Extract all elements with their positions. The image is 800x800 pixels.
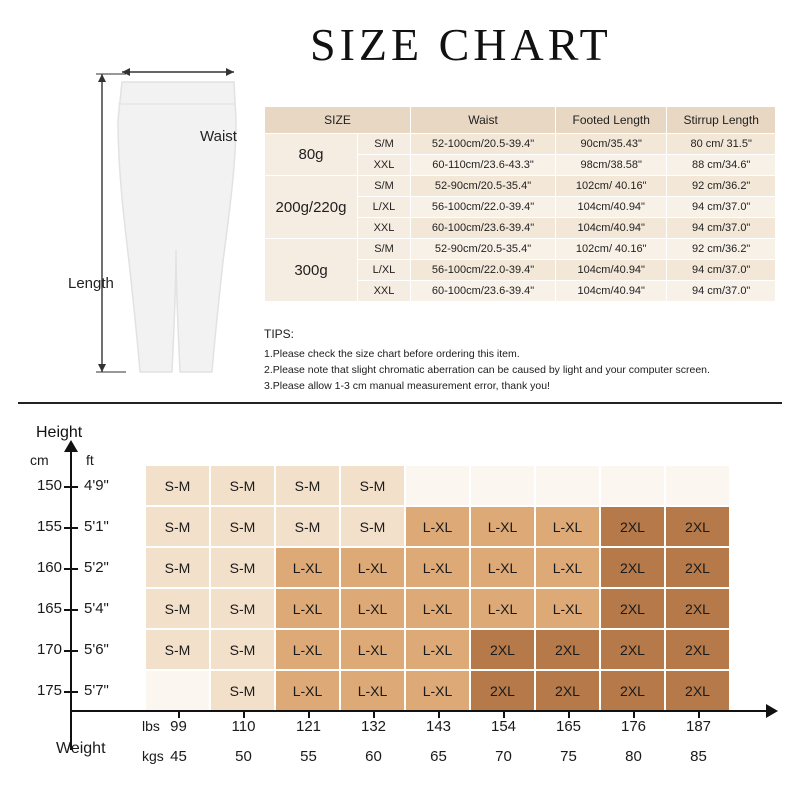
- x-tick-label-lbs: 165: [555, 718, 582, 735]
- x-tick-label-kgs: 80: [625, 748, 642, 765]
- heatmap-cell-l-xl: L-XL: [276, 589, 339, 628]
- heatmap-cell-empty: [406, 466, 469, 505]
- heatmap-cell-s-m: S-M: [211, 466, 274, 505]
- heatmap-cell-empty: [666, 466, 729, 505]
- size-table: [264, 106, 776, 302]
- heatmap-cell-2xl: 2XL: [471, 671, 534, 710]
- y-tick-label-ft: 4'9": [84, 476, 109, 494]
- heatmap-cell-l-xl: L-XL: [276, 548, 339, 587]
- footed-value: 102cm/ 40.16": [556, 176, 667, 197]
- table-header-row: [265, 107, 776, 134]
- heatmap-cell-s-m: S-M: [341, 507, 404, 546]
- x-tick-label-lbs: 143: [425, 718, 452, 735]
- y-axis-tick: [64, 486, 78, 488]
- ft-unit-label: ft: [86, 452, 94, 468]
- heatmap-cell-2xl: 2XL: [601, 589, 664, 628]
- footed-value: 104cm/40.94": [556, 260, 667, 281]
- y-axis-tick: [64, 568, 78, 570]
- footed-value: 104cm/40.94": [556, 197, 667, 218]
- waist-value: 56-100cm/22.0-39.4": [411, 197, 556, 218]
- section-divider: [18, 402, 782, 404]
- col-stirrup-length: Stirrup Length: [667, 107, 776, 134]
- heatmap-cell-empty: [471, 466, 534, 505]
- stirrup-value: 88 cm/34.6": [667, 155, 776, 176]
- y-axis-line: [70, 450, 72, 750]
- tips-block: [264, 325, 784, 394]
- table-row: [265, 134, 776, 155]
- heatmap-cell-2xl: 2XL: [666, 630, 729, 669]
- heatmap-cell-empty: [601, 466, 664, 505]
- heatmap-cell-l-xl: L-XL: [276, 630, 339, 669]
- heatmap-cell-s-m: S-M: [341, 466, 404, 505]
- heatmap-cell-2xl: 2XL: [601, 671, 664, 710]
- heatmap-cell-s-m: S-M: [211, 507, 274, 546]
- size-table-header: [265, 107, 776, 134]
- y-axis-tick: [64, 527, 78, 529]
- heatmap-cell-s-m: S-M: [146, 630, 209, 669]
- table-row: [265, 239, 776, 260]
- y-tick-label-cm: 155: [36, 517, 62, 535]
- x-tick-label-kgs: 45: [170, 748, 187, 765]
- heatmap-cell-s-m: S-M: [276, 507, 339, 546]
- stirrup-value: 94 cm/37.0": [667, 260, 776, 281]
- tips-line-2: 2.Please note that slight chromatic aberration can be caused by light and your computer screen.: [264, 363, 710, 376]
- waist-value: 60-110cm/23.6-43.3": [411, 155, 556, 176]
- x-tick-label-kgs: 60: [365, 748, 382, 765]
- heatmap-cell-s-m: S-M: [211, 671, 274, 710]
- x-axis-arrow: [766, 704, 778, 718]
- heatmap-cell-s-m: S-M: [146, 548, 209, 587]
- x-axis-line: [70, 710, 770, 712]
- x-tick-label-lbs: 154: [490, 718, 517, 735]
- waist-value: 60-100cm/23.6-39.4": [411, 281, 556, 302]
- stirrup-value: 94 cm/37.0": [667, 218, 776, 239]
- stirrup-value: 92 cm/36.2": [667, 239, 776, 260]
- x-tick-label-lbs: 110: [231, 718, 256, 735]
- heatmap-cell-empty: [536, 466, 599, 505]
- heatmap-cell-2xl: 2XL: [536, 671, 599, 710]
- x-tick-label-kgs: 50: [235, 748, 252, 765]
- heatmap-cell-l-xl: L-XL: [536, 507, 599, 546]
- y-tick-label-ft: 5'6": [84, 640, 109, 658]
- height-axis-title: Height: [36, 424, 83, 441]
- heatmap-cell-s-m: S-M: [276, 466, 339, 505]
- group-label-80g: 80g: [265, 134, 358, 176]
- heatmap-cell-l-xl: L-XL: [406, 548, 469, 587]
- size-label: XXL: [358, 281, 411, 302]
- waist-label: Waist: [200, 128, 237, 145]
- heatmap-cell-2xl: 2XL: [666, 507, 729, 546]
- size-label: S/M: [358, 134, 411, 155]
- x-tick-label-lbs: 99: [170, 718, 187, 735]
- y-axis-tick: [64, 609, 78, 611]
- col-footed-length: Footed Length: [556, 107, 667, 134]
- x-tick-label-kgs: 70: [495, 748, 512, 765]
- size-label: S/M: [358, 176, 411, 197]
- heatmap-cell-l-xl: L-XL: [406, 630, 469, 669]
- x-tick-label-kgs: 65: [430, 748, 447, 765]
- heatmap-cell-l-xl: L-XL: [276, 671, 339, 710]
- size-label: XXL: [358, 218, 411, 239]
- kgs-unit-label: kgs: [142, 748, 164, 764]
- size-table-body: [265, 134, 776, 302]
- stirrup-value: 92 cm/36.2": [667, 176, 776, 197]
- heatmap-cell-2xl: 2XL: [601, 630, 664, 669]
- y-tick-label-cm: 175: [36, 681, 62, 699]
- size-label: L/XL: [358, 260, 411, 281]
- x-tick-label-kgs: 75: [560, 748, 577, 765]
- page-title: SIZE CHART: [310, 19, 612, 70]
- stirrup-value: 94 cm/37.0": [667, 197, 776, 218]
- tips-heading: TIPS:: [264, 327, 295, 341]
- stirrup-value: 94 cm/37.0": [667, 281, 776, 302]
- heatmap-cell-s-m: S-M: [146, 507, 209, 546]
- x-tick-label-lbs: 121: [295, 718, 322, 735]
- heatmap-cell-l-xl: L-XL: [406, 671, 469, 710]
- size-label: L/XL: [358, 197, 411, 218]
- x-tick-label-kgs: 85: [690, 748, 707, 765]
- footed-value: 104cm/40.94": [556, 218, 667, 239]
- group-label-300g: 300g: [265, 239, 358, 302]
- y-axis-tick: [64, 650, 78, 652]
- tips-line-1: 1.Please check the size chart before ordering this item.: [264, 347, 520, 360]
- heatmap-cell-s-m: S-M: [146, 466, 209, 505]
- heatmap-cell-l-xl: L-XL: [536, 589, 599, 628]
- y-tick-label-ft: 5'4": [84, 599, 109, 617]
- col-waist: Waist: [411, 107, 556, 134]
- heatmap-cell-s-m: S-M: [146, 589, 209, 628]
- y-tick-label-cm: 165: [36, 599, 62, 617]
- footed-value: 90cm/35.43": [556, 134, 667, 155]
- heatmap-cell-l-xl: L-XL: [471, 548, 534, 587]
- heatmap-cell-l-xl: L-XL: [406, 589, 469, 628]
- height-weight-chart: [0, 410, 800, 800]
- waist-value: 56-100cm/22.0-39.4": [411, 260, 556, 281]
- size-label: XXL: [358, 155, 411, 176]
- waist-value: 52-100cm/20.5-39.4": [411, 134, 556, 155]
- y-tick-label-cm: 160: [36, 558, 62, 576]
- heatmap-cell-l-xl: L-XL: [536, 548, 599, 587]
- y-tick-label-ft: 5'1": [84, 517, 109, 535]
- x-tick-label-lbs: 187: [685, 718, 712, 735]
- heatmap-cell-l-xl: L-XL: [341, 630, 404, 669]
- x-tick-label-lbs: 176: [620, 718, 647, 735]
- heatmap-cell-s-m: S-M: [211, 630, 274, 669]
- table-row: [265, 176, 776, 197]
- waist-value: 60-100cm/23.6-39.4": [411, 218, 556, 239]
- y-tick-label-ft: 5'2": [84, 558, 109, 576]
- heatmap-cell-l-xl: L-XL: [341, 589, 404, 628]
- group-label-200g: 200g/220g: [265, 176, 358, 239]
- heatmap-cell-2xl: 2XL: [601, 548, 664, 587]
- legging-illustration: [60, 60, 290, 390]
- legging-diagram: [60, 60, 290, 390]
- heatmap-cell-l-xl: L-XL: [471, 507, 534, 546]
- y-axis-tick: [64, 691, 78, 693]
- heatmap-cell-s-m: S-M: [211, 548, 274, 587]
- footed-value: 98cm/38.58": [556, 155, 667, 176]
- heatmap-cell-l-xl: L-XL: [341, 671, 404, 710]
- size-label: S/M: [358, 239, 411, 260]
- waist-value: 52-90cm/20.5-35.4": [411, 176, 556, 197]
- footed-value: 102cm/ 40.16": [556, 239, 667, 260]
- heatmap-cell-l-xl: L-XL: [341, 548, 404, 587]
- y-tick-label-cm: 170: [36, 640, 62, 658]
- col-size: SIZE: [265, 107, 411, 134]
- heatmap-cell-2xl: 2XL: [666, 548, 729, 587]
- heatmap-cell-s-m: S-M: [211, 589, 274, 628]
- heatmap-cell-empty: [146, 671, 209, 710]
- heatmap-cell-2xl: 2XL: [601, 507, 664, 546]
- heatmap-cell-2xl: 2XL: [666, 589, 729, 628]
- y-tick-label-ft: 5'7": [84, 681, 109, 699]
- weight-axis-title: Weight: [56, 740, 106, 757]
- heatmap-cell-l-xl: L-XL: [406, 507, 469, 546]
- heatmap-cell-2xl: 2XL: [471, 630, 534, 669]
- lbs-unit-label: lbs: [142, 718, 160, 734]
- x-tick-label-lbs: 132: [360, 718, 387, 735]
- stirrup-value: 80 cm/ 31.5": [667, 134, 776, 155]
- length-label: Length: [68, 275, 114, 292]
- x-tick-label-kgs: 55: [300, 748, 317, 765]
- tips-line-3: 3.Please allow 1-3 cm manual measurement error, thank you!: [264, 380, 550, 393]
- heatmap-cell-l-xl: L-XL: [471, 589, 534, 628]
- y-tick-label-cm: 150: [36, 476, 62, 494]
- heatmap-cell-2xl: 2XL: [536, 630, 599, 669]
- y-axis-arrow: [64, 440, 78, 452]
- heatmap-cell-2xl: 2XL: [666, 671, 729, 710]
- cm-unit-label: cm: [30, 452, 49, 468]
- footed-value: 104cm/40.94": [556, 281, 667, 302]
- waist-value: 52-90cm/20.5-35.4": [411, 239, 556, 260]
